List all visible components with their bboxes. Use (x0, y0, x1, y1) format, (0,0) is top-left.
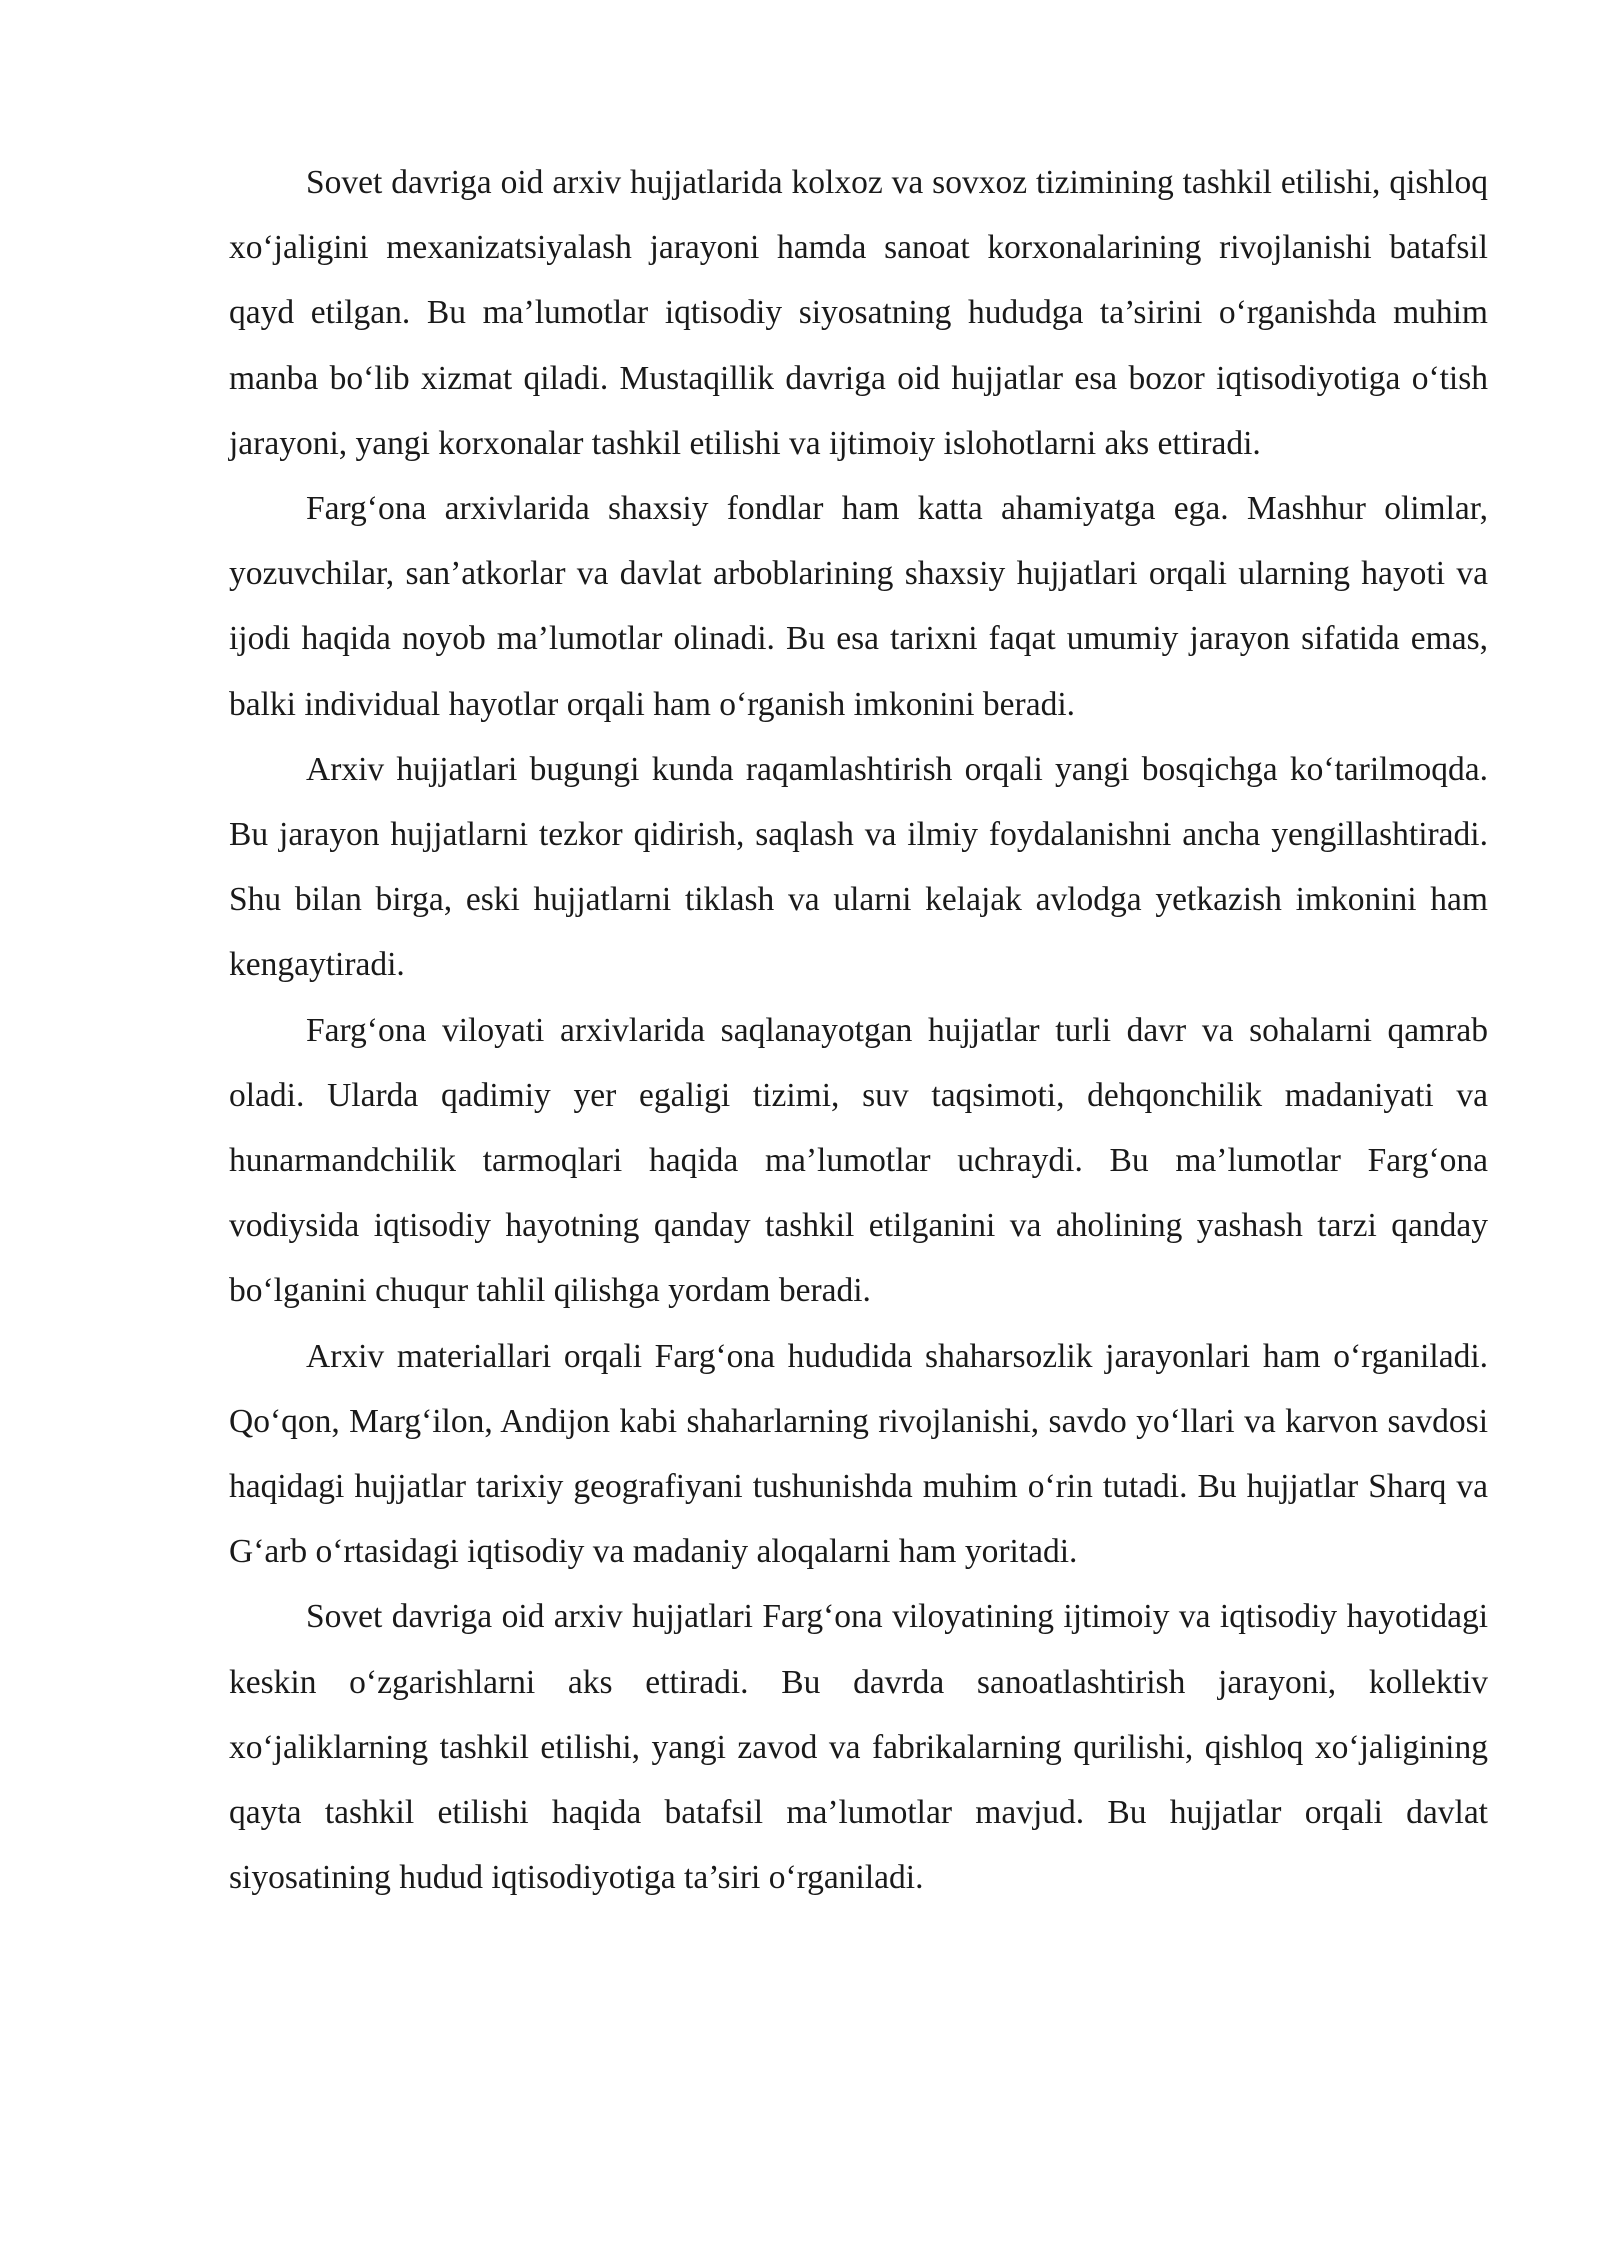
paragraph-personal-funds: Farg‘ona arxivlarida shaxsiy fondlar ham katta ahamiyatga ega. Mashhur olimlar, yozuvchilar, san’atkorlar va davlat arboblarining shaxsiy hujjatlari orqali ularning hayoti va ijodi haqida noyob ma’lumotlar olinadi. Bu esa tarixni faqat umumiy jarayon sifatida emas, balki individual hayotlar orqali ham o‘rganish imkonini beradi. (229, 490, 1488, 723)
paragraph-soviet-archives: Sovet davriga oid arxiv hujjatlarida kolxoz va sovxoz tizimining tashkil etilishi, qishloq xo‘jaligini mexanizatsiyalash jarayoni hamda sanoat korxonalarining rivojlanishi batafsil qayd etilgan. Bu ma’lumotlar iqtisodiy siyosatning hududga ta’sirini o‘rganishda muhim manba bo‘lib xizmat qiladi. Mustaqillik davriga oid hujjatlar esa bozor iqtisodiyotiga o‘tish jarayoni, yangi korxonalar tashkil etilishi va ijtimoiy islohotlarni aks ettiradi. (229, 164, 1488, 462)
paragraph-soviet-period-changes: Sovet davriga oid arxiv hujjatlari Farg‘ona viloyatining ijtimoiy va iqtisodiy hayotidagi keskin o‘zgarishlarni aks ettiradi. Bu davrda sanoatlashtirish jarayoni, kollektiv xo‘jaliklarning tashkil etilishi, yangi zavod va fabrikalarning qurilishi, qishloq xo‘jaligining qayta tashkil etilishi haqida batafsil ma’lumotlar mavjud. Bu hujjatlar orqali davlat siyosatining hudud iqtisodiyotiga ta’siri o‘rganiladi. (229, 1598, 1488, 1897)
paragraph-regional-archives: Farg‘ona viloyati arxivlarida saqlanayotgan hujjatlar turli davr va sohalarni qamrab oladi. Ularda qadimiy yer egaligi tizimi, suv taqsimoti, dehqonchilik madaniyati va hunarmandchilik tarmoqlari haqida ma’lumotlar uchraydi. Bu ma’lumotlar Farg‘ona vodiysida iqtisodiy hayotning qanday tashkil etilganini va aholining yashash tarzi qanday bo‘lganini chuqur tahlil qilishga yordam beradi. (229, 1011, 1488, 1310)
document-page (229, 150, 1488, 1910)
paragraph-digitization: Arxiv hujjatlari bugungi kunda raqamlashtirish orqali yangi bosqichga ko‘tarilmoqda. Bu jarayon hujjatlarni tezkor qidirish, saqlash va ilmiy foydalanishni ancha yengillashtiradi. Shu bilan birga, eski hujjatlarni tiklash va ularni kelajak avlodga yetkazish imkonini ham kengaytiradi. (229, 750, 1488, 984)
paragraph-urban-development: Arxiv materiallari orqali Farg‘ona hududida shaharsozlik jarayonlari ham o‘rganiladi. Qo‘qon, Marg‘ilon, Andijon kabi shaharlarning rivojlanishi, savdo yo‘llari va karvon savdosi haqidagi hujjatlar tarixiy geografiyani tushunishda muhim o‘rin tutadi. Bu hujjatlar Sharq va G‘arb o‘rtasidagi iqtisodiy va madaniy aloqalarni ham yoritadi. (229, 1337, 1488, 1571)
